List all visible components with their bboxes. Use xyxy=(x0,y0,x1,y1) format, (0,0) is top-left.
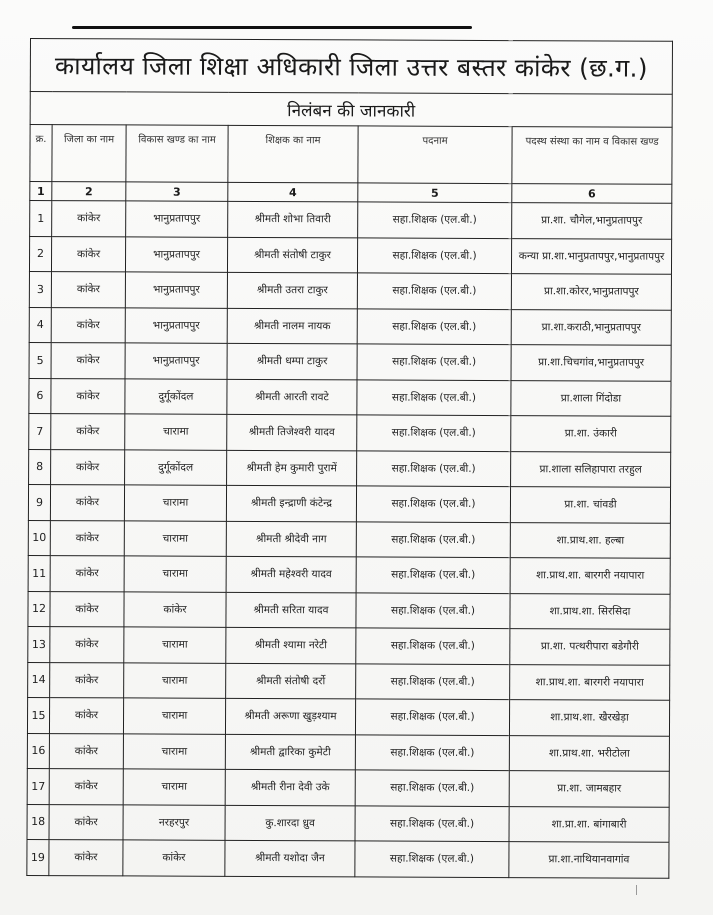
district-cell: कांकेर xyxy=(50,662,124,698)
block-cell: भानुप्रतापपुर xyxy=(125,343,227,379)
serial-cell: 7 xyxy=(29,413,51,449)
serial-cell: 3 xyxy=(29,271,51,307)
posted-school-cell: कन्या प्रा.शा.भानुप्रतापपुर,भानुप्रतापपुर xyxy=(511,238,671,274)
column-number: 1 xyxy=(30,182,52,201)
column-number: 2 xyxy=(52,182,126,201)
teacher-name-cell: श्रीमती संतोषी टाकुर xyxy=(227,237,357,273)
table-row xyxy=(28,484,670,522)
block-cell: चारामा xyxy=(125,414,227,450)
teacher-name-cell: श्रीमती श्रीदेवी नाग xyxy=(226,521,356,557)
header-district: जिला का नाम xyxy=(52,125,126,182)
designation-cell: सहा.शिक्षक (एल.बी.) xyxy=(357,344,511,380)
block-cell: चारामा xyxy=(124,662,226,698)
posted-school-cell: शा.प्राथ.शा. सिरसिदा xyxy=(510,593,670,629)
table-row xyxy=(27,733,669,771)
serial-cell: 11 xyxy=(28,555,50,591)
teacher-name-cell: श्रीमती संतोषी दर्रो xyxy=(226,663,356,699)
district-cell: कांकेर xyxy=(52,201,126,237)
serial-cell: 2 xyxy=(29,236,51,272)
serial-cell: 13 xyxy=(28,626,50,662)
district-cell: कांकेर xyxy=(50,485,124,521)
designation-cell: सहा.शिक्षक (एल.बी.) xyxy=(356,628,510,664)
teacher-name-cell: श्रीमती द्वारिका कुमेटी xyxy=(225,734,355,770)
posted-school-cell: प्रा.शा. उंकारी xyxy=(511,416,671,452)
district-cell: कांकेर xyxy=(49,698,123,734)
serial-cell: 17 xyxy=(27,768,49,804)
teacher-name-cell: श्रीमती उतरा टाकुर xyxy=(227,272,357,308)
teacher-name-cell: श्रीमती आरती रावटे xyxy=(227,379,357,415)
serial-cell: 19 xyxy=(27,839,49,875)
table-row xyxy=(27,839,669,877)
posted-school-cell: शा.प्राथ.शा. बारगरी नयापारा xyxy=(510,664,670,700)
designation-cell: सहा.शिक्षक (एल.बी.) xyxy=(356,592,510,628)
serial-cell: 5 xyxy=(29,342,51,378)
teacher-name-cell: श्रीमती महेश्वरी यादव xyxy=(226,556,356,592)
teacher-name-cell: श्रीमती धम्पा टाकुर xyxy=(227,343,357,379)
teacher-name-cell: कु.शारदा ध्रुव xyxy=(225,805,355,841)
serial-cell: 16 xyxy=(27,733,49,769)
header-block: विकास खण्ड का नाम xyxy=(126,125,228,182)
block-cell: दुर्गूकोंदल xyxy=(125,449,227,485)
posted-school-cell: शा.प्राथ.शा. बारगरी नयापारा xyxy=(510,558,670,594)
district-cell: कांकेर xyxy=(51,307,125,343)
designation-cell: सहा.शिक्षक (एल.बी.) xyxy=(355,805,509,841)
district-cell: कांकेर xyxy=(51,236,125,272)
block-cell: चारामा xyxy=(123,769,225,805)
table-row xyxy=(29,236,671,274)
designation-cell: सहा.शिक्षक (एल.बी.) xyxy=(357,237,511,273)
designation-cell: सहा.शिक्षक (एल.बी.) xyxy=(356,486,510,522)
block-cell: चारामा xyxy=(124,556,226,592)
block-cell: भानुप्रतापपुर xyxy=(125,307,227,343)
designation-cell: सहा.शिक्षक (एल.बी.) xyxy=(356,557,510,593)
block-cell: भानुप्रतापपुर xyxy=(126,201,228,237)
column-number: 3 xyxy=(126,182,228,201)
district-cell: कांकेर xyxy=(49,769,123,805)
table-row xyxy=(29,413,671,451)
district-cell: कांकेर xyxy=(51,414,125,450)
posted-school-cell: प्रा.शाला सलिहापारा तरहुल xyxy=(511,451,671,487)
posted-school-cell: प्रा.शा. पत्थरीपारा बडेगौरी xyxy=(510,629,670,665)
district-cell: कांकेर xyxy=(51,378,125,414)
posted-school-cell: प्रा.शा.नाथियानवागांव xyxy=(509,842,669,878)
table-row xyxy=(30,201,672,239)
designation-cell: सहा.शिक्षक (एल.बी.) xyxy=(357,415,511,451)
teacher-name-cell: श्रीमती तिजेश्वरी यादव xyxy=(227,414,357,450)
serial-cell: 4 xyxy=(29,307,51,343)
posted-school-cell: शा.प्राथ.शा. भरीटोला xyxy=(509,735,669,771)
column-number: 6 xyxy=(512,184,672,204)
posted-school-cell: शा.प्रा.शा. बांगाबारी xyxy=(509,806,669,842)
header-posted-school: पदस्थ संस्था का नाम व विकास खण्ड xyxy=(512,127,672,185)
table-row xyxy=(28,626,670,664)
table-row xyxy=(28,662,670,700)
posted-school-cell: प्रा.शा. चौगेल,भानुप्रतापपुर xyxy=(512,203,672,239)
serial-cell: 10 xyxy=(28,520,50,556)
pen-stroke-divider xyxy=(72,26,472,29)
designation-cell: सहा.शिक्षक (एल.बी.) xyxy=(355,699,509,735)
posted-school-cell: प्रा.शा.चिचगांव,भानुप्रतापपुर xyxy=(511,345,671,381)
header-teacher-name: शिक्षक का नाम xyxy=(228,125,358,183)
table-header-row xyxy=(30,125,672,185)
designation-cell: सहा.शिक्षक (एल.बी.) xyxy=(358,202,512,238)
district-cell: कांकेर xyxy=(49,804,123,840)
posted-school-cell: शा.प्राथ.शा. हल्बा xyxy=(510,522,670,558)
column-number: 4 xyxy=(228,182,358,202)
designation-cell: सहा.शिक्षक (एल.बी.) xyxy=(357,450,511,486)
block-cell: चारामा xyxy=(123,733,225,769)
teacher-name-cell: श्रीमती हेम कुमारी पुरामें xyxy=(227,450,357,486)
posted-school-cell: प्रा.शा.कराठी,भानुप्रतापपुर xyxy=(511,309,671,345)
designation-cell: सहा.शिक्षक (एल.बी.) xyxy=(355,841,509,877)
serial-cell: 14 xyxy=(28,662,50,698)
teacher-name-cell: श्रीमती इन्द्राणी कंटेन्द्र xyxy=(226,485,356,521)
block-cell: चारामा xyxy=(124,485,226,521)
serial-cell: 9 xyxy=(28,484,50,520)
block-cell: भानुप्रतापपुर xyxy=(125,236,227,272)
teacher-name-cell: श्रीमती श्यामा नरेटी xyxy=(226,627,356,663)
designation-cell: सहा.शिक्षक (एल.बी.) xyxy=(357,273,511,309)
table-row xyxy=(27,804,669,842)
table-body xyxy=(27,201,672,878)
district-cell: कांकेर xyxy=(51,343,125,379)
designation-cell: सहा.शिक्षक (एल.बी.) xyxy=(355,734,509,770)
table-row xyxy=(28,555,670,593)
teacher-name-cell: श्रीमती नालम नायक xyxy=(227,308,357,344)
posted-school-cell: प्रा.शा. जामबहार xyxy=(509,771,669,807)
teacher-name-cell: श्रीमती रीना देवी उके xyxy=(225,769,355,805)
block-cell: चारामा xyxy=(124,627,226,663)
table-row xyxy=(27,768,669,806)
designation-cell: सहा.शिक्षक (एल.बी.) xyxy=(357,379,511,415)
block-cell: कांकेर xyxy=(124,591,226,627)
block-cell: दुर्गूकोंदल xyxy=(125,378,227,414)
teacher-name-cell: श्रीमती यशोदा जैन xyxy=(225,840,355,876)
district-cell: कांकेर xyxy=(50,556,124,592)
office-title: कार्यालय जिला शिक्षा अधिकारी जिला उत्तर बस्तर कांकेर (छ.ग.) xyxy=(30,39,672,95)
district-cell: कांकेर xyxy=(50,627,124,663)
column-number: 5 xyxy=(358,183,512,203)
table-row xyxy=(27,697,669,735)
posted-school-cell: प्रा.शा.कोरर,भानुप्रतापपुर xyxy=(511,274,671,310)
table-row xyxy=(29,271,671,309)
designation-cell: सहा.शिक्षक (एल.बी.) xyxy=(356,521,510,557)
serial-cell: 18 xyxy=(27,804,49,840)
posted-school-cell: प्रा.शा. चांवडी xyxy=(510,487,670,523)
district-cell: कांकेर xyxy=(49,733,123,769)
serial-cell: 6 xyxy=(29,378,51,414)
district-cell: कांकेर xyxy=(51,449,125,485)
serial-cell: 8 xyxy=(29,449,51,485)
district-cell: कांकेर xyxy=(51,272,125,308)
block-cell: भानुप्रतापपुर xyxy=(125,272,227,308)
block-cell: नरहरपुर xyxy=(123,804,225,840)
posted-school-cell: शा.प्राथ.शा. खैरखेड़ा xyxy=(509,700,669,736)
designation-cell: सहा.शिक्षक (एल.बी.) xyxy=(356,663,510,699)
teacher-name-cell: श्रीमती शोभा तिवारी xyxy=(228,201,358,237)
table-row xyxy=(28,520,670,558)
table-row xyxy=(28,591,670,629)
table-row xyxy=(29,449,671,487)
posted-school-cell: प्रा.शाला गिंदोडा xyxy=(511,380,671,416)
teacher-name-cell: श्रीमती सरिता यादव xyxy=(226,592,356,628)
block-cell: चारामा xyxy=(124,520,226,556)
header-designation: पदनाम xyxy=(358,126,512,184)
suspension-info-table xyxy=(26,38,673,878)
header-serial: क्र. xyxy=(30,125,52,182)
district-cell: कांकेर xyxy=(50,520,124,556)
district-cell: कांकेर xyxy=(49,840,123,876)
table-row xyxy=(29,378,671,416)
serial-cell: 12 xyxy=(28,591,50,627)
teacher-name-cell: श्रीमती अरूणा खुड़श्याम xyxy=(225,698,355,734)
designation-cell: सहा.शिक्षक (एल.बी.) xyxy=(357,308,511,344)
table-row xyxy=(29,307,671,345)
designation-cell: सहा.शिक्षक (एल.बी.) xyxy=(355,770,509,806)
district-cell: कांकेर xyxy=(50,591,124,627)
block-cell: कांकेर xyxy=(123,840,225,876)
document-subtitle: निलंबन की जानकारी xyxy=(30,92,672,128)
serial-cell: 15 xyxy=(27,697,49,733)
block-cell: चारामा xyxy=(123,698,225,734)
table-row xyxy=(29,342,671,380)
serial-cell: 1 xyxy=(30,201,52,237)
scan-mark xyxy=(636,885,641,895)
